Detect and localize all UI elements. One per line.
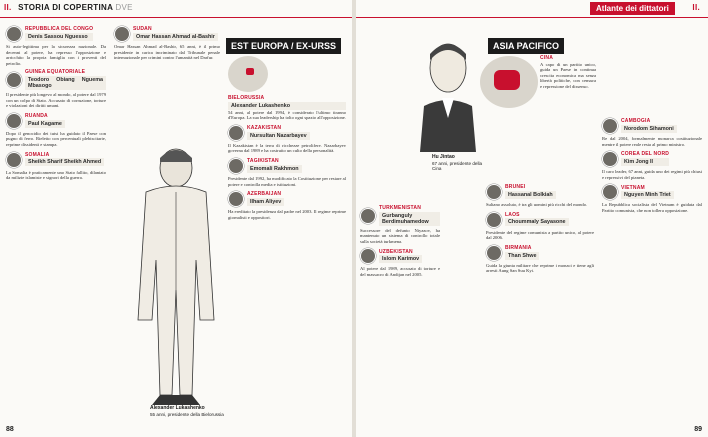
portrait-avatar <box>360 208 376 224</box>
entry-equatorial-guinea <box>6 70 106 108</box>
entry-somalia <box>6 152 106 181</box>
leader-name: Paul Kagame <box>25 120 65 128</box>
entry-text: Al potere dal 1989, accusato di torture e del massacro di Andijan nel 2005. <box>360 266 440 277</box>
portrait-avatar <box>228 191 244 207</box>
entry-vietnam <box>602 184 702 213</box>
section-suffix: DVE <box>115 3 133 12</box>
figure-caption <box>150 405 250 417</box>
country-name: CAMBOGIA <box>621 118 651 125</box>
entry-text: Il caro leader, 67 anni, guida uno dei regimi più chiusi e repressivi del pianeta. <box>602 169 702 180</box>
entry-belarus <box>228 96 346 121</box>
entry-brunei <box>486 184 594 208</box>
right-header-bar <box>356 0 708 18</box>
entry-tajikistan <box>228 158 346 187</box>
entry-text: A capo di un partito unico, guida un Paese in continua crescita economica ma senza libertà politiche, con censura e repressione del dissenso. <box>540 61 596 89</box>
continued-text <box>602 22 702 114</box>
section-title <box>4 3 133 12</box>
entry-text: Re dal 2004, formalmente monarca costituzionale mentre il potere reale resta al primo ministro. <box>602 136 702 147</box>
atlas-title: Atlante dei dittatori <box>590 2 675 15</box>
entry-rwanda <box>6 113 106 148</box>
belarus-map <box>228 56 268 92</box>
entry-text: Ha ereditato la presidenza dal padre nel 2003. Il regime reprime giornalisti e oppositori. <box>228 209 346 220</box>
leader-name: Gurbanguly Berdimuhamedow <box>379 212 440 226</box>
country-name: COREA DEL NORD <box>621 151 670 158</box>
portrait-avatar <box>602 151 618 167</box>
country-name: UZBEKISTAN <box>379 248 413 255</box>
entry-laos <box>486 212 594 241</box>
right-column-3 <box>602 22 702 217</box>
caption-detail: 55 anni, presidente della Bielorussia <box>150 411 224 417</box>
country-name: CINA <box>540 55 554 61</box>
caption-name: Hu Jintao <box>432 154 455 160</box>
left-column-1 <box>6 22 106 184</box>
caption-name: Alexander Lukashenko <box>150 405 205 411</box>
hu-jintao-illustration <box>416 36 480 152</box>
entry-text: Presidente dal 1992, ha modificato la Costituzione per restare al potere e controlla media e istituzioni. <box>228 175 346 187</box>
section-number: II. <box>4 3 12 12</box>
entry-cambodia <box>602 118 702 147</box>
portrait-avatar <box>228 125 244 141</box>
left-page <box>0 0 352 437</box>
leader-name: Islom Karimov <box>379 255 422 263</box>
leader-name: Choummaly Sayasone <box>505 218 569 226</box>
country-name: VIETNAM <box>621 184 645 191</box>
entry-text: Il Kazakistan è la terra di ricchezze petrolifere. Nazarbayev governa dal 1989 e ha costruito un culto della personalità. <box>228 142 346 154</box>
country-name: SOMALIA <box>25 151 50 158</box>
entry-azerbaijan <box>228 191 346 220</box>
entry-text: Successore del defunto Niyazov, ha mantenuto un sistema di controllo totale sulla società turkmena. <box>360 227 440 244</box>
entry-uzbekistan <box>360 248 440 277</box>
country-name: SUDAN <box>133 26 152 33</box>
entry-text: Omar Hassan Ahmad al-Bashir, 65 anni, è il primo presidente in carica incriminato dal Tribunale penale internazionale per crimini contro l'umanità nel Darfur. <box>114 44 220 61</box>
entry-congo <box>6 26 106 66</box>
page-number-right: 89 <box>694 426 702 433</box>
portrait-avatar <box>486 184 502 200</box>
portrait-avatar <box>6 152 22 168</box>
country-name: KAZAKISTAN <box>247 124 282 131</box>
leader-name: Than Shwe <box>505 252 539 260</box>
caption-detail: 67 anni, presidente della Cina <box>432 160 483 171</box>
country-name: LAOS <box>505 211 520 218</box>
entry-text: La Repubblica socialista del Vietnam è guidata dal Partito comunista, che non tollera opposizione. <box>602 202 702 213</box>
leader-name: Sheikh Sharif Sheikh Ahmed <box>25 158 104 166</box>
entry-text: La Somalia è praticamente uno Stato fallito, dilaniato da milizie islamiste e signori della guerra. <box>6 169 106 181</box>
portrait-avatar <box>6 26 22 42</box>
entry-north-korea <box>602 151 702 180</box>
right-page <box>356 0 708 437</box>
leader-name: Alexander Lukashenko <box>228 102 346 110</box>
portrait-avatar <box>486 212 502 228</box>
leader-name: Denis Sassou Nguesso <box>25 33 93 41</box>
section-title-text: STORIA DI COPERTINA <box>18 3 113 12</box>
leader-name: Emomali Rakhmon <box>247 165 302 173</box>
country-name: BRUNEI <box>505 184 526 191</box>
china-map <box>480 56 538 108</box>
leader-name: Hassanal Bolkiah <box>505 191 556 199</box>
section-number: II. <box>692 3 700 12</box>
country-name: RUANDA <box>25 112 48 119</box>
country-name: TURKMENISTAN <box>379 205 422 211</box>
left-column-2 <box>114 22 220 64</box>
entry-text: Presidente del regime comunista a partito unico, al potere dal 2006. <box>486 229 594 241</box>
left-header-bar <box>0 0 352 18</box>
portrait-avatar <box>486 245 502 261</box>
portrait-avatar <box>6 113 22 129</box>
portrait-avatar <box>602 184 618 200</box>
leader-name: Teodoro Obiang Nguema Mbasogo <box>25 76 106 90</box>
leader-name: Nursultan Nazarbayev <box>247 132 310 140</box>
page-number-left: 88 <box>6 426 14 433</box>
entry-text: 54 anni, al potere dal 1994, è considerato l'ultimo tiranno d'Europa. La sua leadership ha tolto ogni spazio all'opposizione. <box>228 109 346 121</box>
leader-name: Omar Hassan Ahmad al-Bashir <box>133 33 218 41</box>
entry-myanmar <box>486 245 594 274</box>
entry-kazakhstan <box>228 125 346 154</box>
portrait-avatar <box>228 158 244 174</box>
entry-text: Il presidente più longevo al mondo, al potere dal 1979 con un colpo di Stato. Accusato di corruzione, torture e violazioni dei diritti umani. <box>6 91 106 109</box>
right-section-number <box>692 3 704 12</box>
leader-name: Norodom Sihamoni <box>621 125 677 133</box>
country-name: BIRMANIA <box>505 244 532 251</box>
portrait-avatar <box>114 26 130 42</box>
country-name: AZERBAIJAN <box>247 191 282 198</box>
leader-name: Nguyen Minh Triet <box>621 191 674 199</box>
entry-turkmenistan <box>360 206 440 244</box>
left-column-3 <box>228 96 346 223</box>
country-name: REPUBBLICA DEL CONGO <box>25 26 94 33</box>
leader-name: Ilham Aliyev <box>247 198 284 206</box>
portrait-avatar <box>6 72 22 88</box>
entry-text: Dopo il genocidio dei tutsi ha guidato il Paese con pugno di ferro. Rieletto con percentuali plebiscitarie, reprime dissidenti e stampa. <box>6 130 106 147</box>
entry-text: Si auto-legittima per la sicurezza nazionale. Da decenni al potere, ha represso l'opposizione e arricchito la propria famiglia con i proventi del petrolio. <box>6 44 106 66</box>
entry-sudan <box>114 26 220 61</box>
portrait-avatar <box>360 248 376 264</box>
entry-text: Guida la giunta militare che reprime i monaci e tiene agli arresti Aung San Suu Kyi. <box>486 262 594 274</box>
lukashenko-illustration <box>116 140 236 425</box>
country-name: TAGIKISTAN <box>247 158 279 165</box>
entry-text: Sultano assoluto, è tra gli uomini più ricchi del mondo. <box>486 202 588 207</box>
country-name: BIELORUSSIA <box>228 95 265 101</box>
asia-section-header: ASIA PACIFICO <box>488 38 564 54</box>
china-entry <box>540 56 596 93</box>
portrait-avatar <box>602 118 618 134</box>
europe-section-header: EST EUROPA / EX-URSS <box>226 38 341 54</box>
right-column-2 <box>486 180 594 277</box>
china-caption <box>432 154 492 172</box>
country-name: GUINEA EQUATORIALE <box>25 69 86 76</box>
leader-name: Kim Jong Il <box>621 158 669 166</box>
